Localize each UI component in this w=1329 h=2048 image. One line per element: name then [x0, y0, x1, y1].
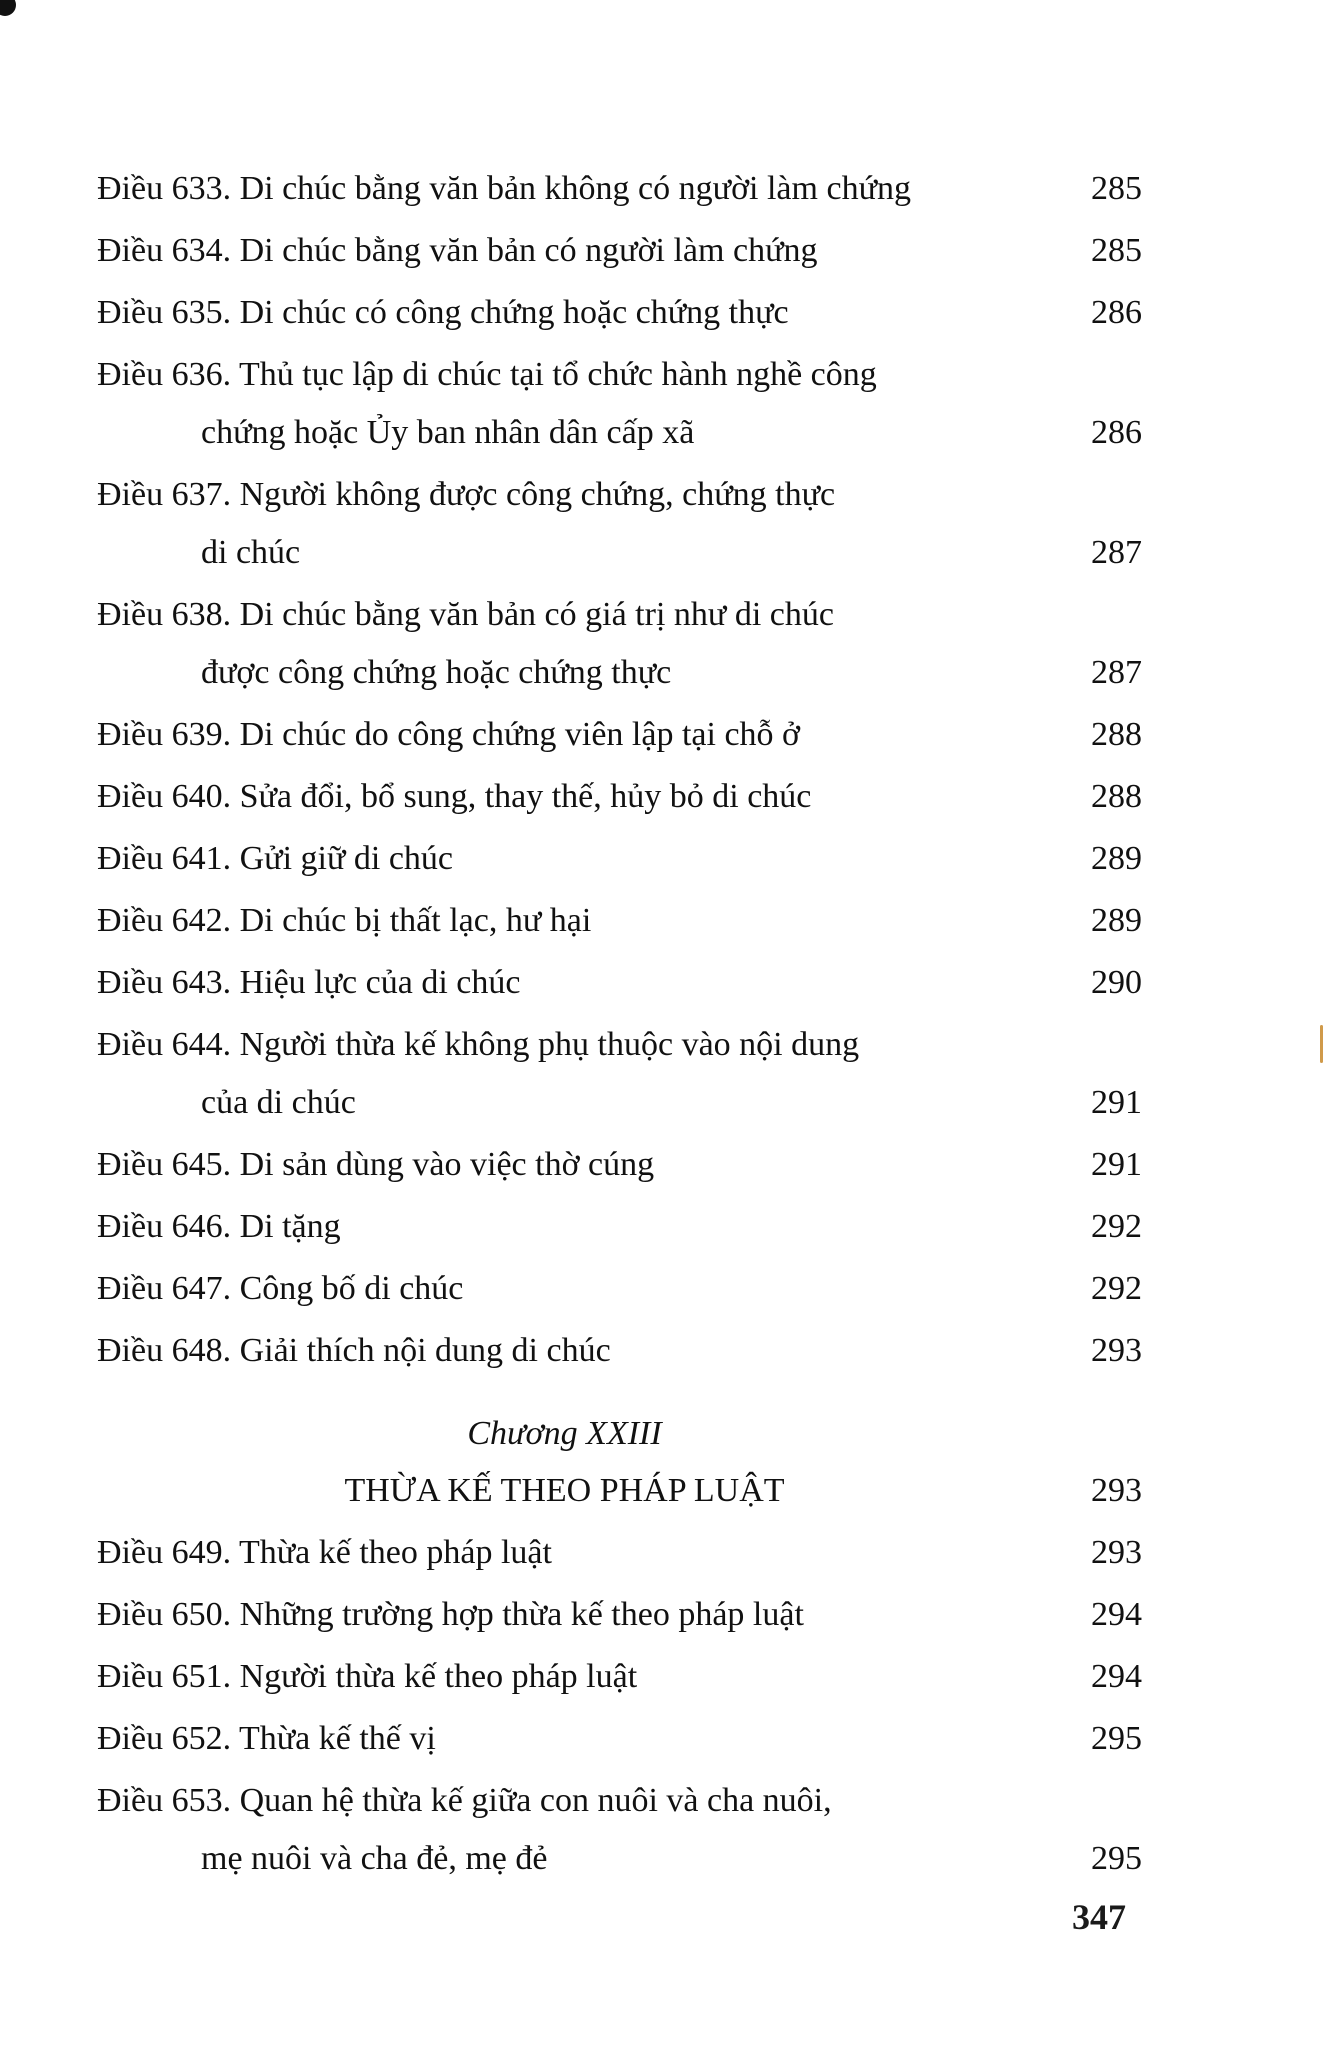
toc-entry-title: Điều 644. Người thừa kế không phụ thuộc vào nội dung	[97, 1026, 860, 1063]
toc-entry-title: Điều 636. Thủ tục lập di chúc tại tổ chức hành nghề công	[97, 356, 877, 393]
page-corner-mark	[0, 0, 16, 16]
toc-entry-title: Điều 635. Di chúc có công chứng hoặc chứng thực	[97, 294, 789, 331]
toc-entry	[97, 832, 1142, 886]
toc-entry-page-number: 286	[1091, 294, 1142, 331]
toc-entry-page-number: 289	[1091, 902, 1142, 939]
toc-entry-page-number: 294	[1091, 1596, 1142, 1633]
toc-entry	[97, 588, 1142, 700]
toc-entry	[97, 956, 1142, 1010]
toc-entry-title: Điều 640. Sửa đổi, bổ sung, thay thế, hủy bỏ di chúc	[97, 778, 812, 815]
toc-entry-page-number: 292	[1091, 1208, 1142, 1245]
toc-entry-title: Điều 648. Giải thích nội dung di chúc	[97, 1332, 611, 1369]
toc-entry	[97, 286, 1142, 340]
toc-entry-title: Điều 638. Di chúc bằng văn bản có giá trị như di chúc	[97, 596, 834, 633]
toc-entry-continuation: chứng hoặc Ủy ban nhân dân cấp xã	[201, 414, 695, 451]
toc-entry	[97, 1324, 1142, 1378]
toc-entry-title: Điều 647. Công bố di chúc	[97, 1270, 464, 1307]
toc-entry-page-number: 294	[1091, 1658, 1142, 1695]
chapter-number: Chương XXIII	[467, 1415, 662, 1452]
toc-entry-page-number: 293	[1091, 1332, 1142, 1369]
toc-entry	[97, 770, 1142, 824]
toc-entry-continuation: di chúc	[201, 534, 301, 571]
toc-entry-page-number: 288	[1091, 716, 1142, 753]
chapter-page-number: 293	[1091, 1472, 1142, 1509]
toc-entry-title: Điều 643. Hiệu lực của di chúc	[97, 964, 521, 1001]
toc-entry	[97, 1526, 1142, 1580]
toc-entry-page-number: 285	[1091, 232, 1142, 269]
table-of-contents	[97, 162, 1142, 1894]
toc-entry-page-number: 285	[1091, 170, 1142, 207]
toc-entry	[97, 1018, 1142, 1130]
toc-entry-page-number: 289	[1091, 840, 1142, 877]
toc-entry-title: Điều 642. Di chúc bị thất lạc, hư hại	[97, 902, 592, 939]
toc-entry	[97, 1200, 1142, 1254]
toc-entry-title: Điều 641. Gửi giữ di chúc	[97, 840, 454, 877]
toc-entry-page-number: 293	[1091, 1534, 1142, 1571]
toc-entry	[97, 1262, 1142, 1316]
toc-entry-title: Điều 651. Người thừa kế theo pháp luật	[97, 1658, 638, 1695]
page-edge-mark	[1320, 1025, 1323, 1063]
toc-entry-title: Điều 652. Thừa kế thế vị	[97, 1720, 436, 1757]
toc-entry-page-number: 287	[1091, 534, 1142, 571]
toc-entry-page-number: 286	[1091, 414, 1142, 451]
toc-entry-page-number: 295	[1091, 1840, 1142, 1877]
toc-entry-continuation: của di chúc	[201, 1084, 356, 1121]
toc-section-part1	[97, 162, 1142, 1378]
toc-entry-page-number: 290	[1091, 964, 1142, 1001]
toc-entry-title: Điều 633. Di chúc bằng văn bản không có người làm chứng	[97, 170, 911, 207]
toc-entry-title: Điều 637. Người không được công chứng, chứng thực	[97, 476, 836, 513]
toc-entry	[97, 894, 1142, 948]
chapter-title: THỪA KẾ THEO PHÁP LUẬT	[344, 1472, 785, 1509]
toc-entry-page-number: 292	[1091, 1270, 1142, 1307]
toc-section-part2	[97, 1526, 1142, 1886]
toc-entry	[97, 1138, 1142, 1192]
toc-entry-title: Điều 634. Di chúc bằng văn bản có người làm chứng	[97, 232, 818, 269]
toc-entry-page-number: 291	[1091, 1084, 1142, 1121]
toc-entry	[97, 1650, 1142, 1704]
page-folio-number: 347	[1072, 1897, 1126, 1937]
toc-entry	[97, 1774, 1142, 1886]
toc-entry-title: Điều 639. Di chúc do công chứng viên lập tại chỗ ở	[97, 716, 801, 753]
toc-entry	[97, 348, 1142, 460]
toc-entry-continuation: được công chứng hoặc chứng thực	[201, 654, 672, 691]
toc-entry-page-number: 295	[1091, 1720, 1142, 1757]
toc-entry	[97, 1712, 1142, 1766]
toc-entry	[97, 468, 1142, 580]
toc-entry	[97, 1588, 1142, 1642]
toc-entry-title: Điều 653. Quan hệ thừa kế giữa con nuôi và cha nuôi,	[97, 1782, 832, 1819]
toc-entry-title: Điều 645. Di sản dùng vào việc thờ cúng	[97, 1146, 655, 1183]
toc-entry	[97, 224, 1142, 278]
toc-entry-title: Điều 649. Thừa kế theo pháp luật	[97, 1534, 552, 1571]
toc-entry-continuation: mẹ nuôi và cha đẻ, mẹ đẻ	[201, 1840, 548, 1877]
toc-entry-page-number: 291	[1091, 1146, 1142, 1183]
toc-entry	[97, 162, 1142, 216]
toc-entry-page-number: 288	[1091, 778, 1142, 815]
toc-entry-page-number: 287	[1091, 654, 1142, 691]
toc-entry-title: Điều 646. Di tặng	[97, 1208, 341, 1245]
chapter-heading	[97, 1408, 1142, 1518]
toc-entry-title: Điều 650. Những trường hợp thừa kế theo pháp luật	[97, 1596, 804, 1633]
toc-entry	[97, 708, 1142, 762]
